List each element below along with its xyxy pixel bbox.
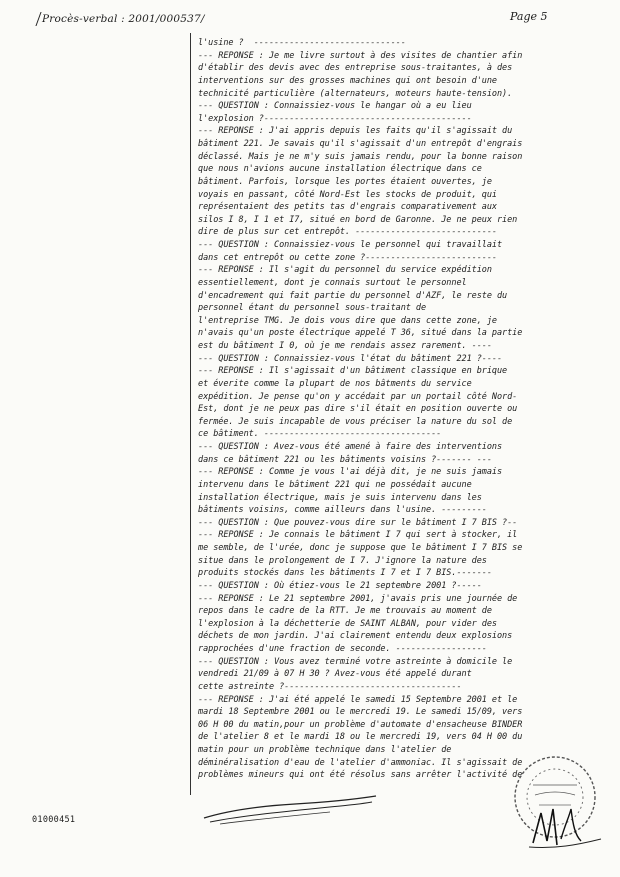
- header-title: Procès-verbal : 2001/000537/: [42, 13, 205, 25]
- text-line: intervenu dans le bâtiment 221 qui ne possédait aucune: [198, 479, 472, 490]
- text-line: bâtiments voisins, comme ailleurs dans l'usine. ---------: [198, 505, 487, 516]
- text-line: mardi 18 Septembre 2001 ou le mercredi 19. Le samedi 15/09, vers: [198, 707, 523, 718]
- text-line: --- REPONSE : Il s'agissait d'un bâtiment classique en brique: [198, 366, 508, 377]
- text-line: et éverite comme la plupart de nos bâtments du service: [198, 378, 472, 389]
- officer-signature: [525, 795, 605, 855]
- text-line: essentiellement, dont je connais surtout le personnel: [198, 277, 467, 288]
- text-line: que nous n'avions aucune installation électrique dans ce: [198, 164, 482, 175]
- text-line: --- REPONSE : J'ai appris depuis les faits qu'il s'agissait du: [198, 126, 513, 137]
- text-line: --- REPONSE : Je connais le bâtiment I 7 qui sert à stocker, il: [198, 530, 518, 541]
- text-line: n'avais qu'un poste électrique appelé T 36, situé dans la partie: [198, 328, 523, 339]
- text-line: l'explosion à la déchetterie de SAINT ALBAN, pour vider des: [198, 618, 497, 629]
- text-line: rapprochées d'une fraction de seconde. ------------------: [198, 644, 487, 654]
- text-line: problèmes mineurs qui ont été résolus sans arrêter l'activité de: [198, 770, 523, 781]
- text-line: Est, dont je ne peux pas dire s'il était en position ouverte ou: [198, 404, 518, 415]
- text-line: l'usine ? ------------------------------: [198, 38, 406, 48]
- text-line: situe dans le prolongement de I 7. J'ignore la nature des: [198, 555, 487, 566]
- text-line: d'encadrement qui fait partie du personnel d'AZF, le reste du: [198, 290, 508, 301]
- text-line: --- REPONSE : Comme je vous l'ai déjà dit, je ne suis jamais: [198, 467, 503, 478]
- text-line: est du bâtiment I 0, où je me rendais assez rarement. ----: [198, 341, 492, 351]
- text-line: --- QUESTION : Vous avez terminé votre astreinte à domicile le: [198, 656, 513, 667]
- text-line: bâtiment 221. Je savais qu'il s'agissait d'un entrepôt d'engrais: [198, 139, 523, 149]
- text-line: --- QUESTION : Que pouvez-vous dire sur le bâtiment I 7 BIS ?--: [198, 517, 518, 528]
- text-line: installation électrique, mais je suis intervenu dans les: [198, 492, 482, 503]
- margin-rule: [190, 33, 191, 795]
- text-line: 06 H 00 du matin,pour un problème d'automate d'ensacheuse BINDER: [198, 719, 523, 730]
- text-line: déchets de mon jardin. J'ai clairement entendu deux explosions: [198, 631, 513, 642]
- text-line: dire de plus sur cet entrepôt. ----------------------------: [198, 227, 497, 238]
- text-line: repos dans le cadre de la RTT. Je me trouvais au moment de: [198, 606, 492, 617]
- text-line: --- QUESTION : Connaissiez-vous l'état du bâtiment 221 ?----: [198, 353, 503, 364]
- text-line: ce bâtiment. -----------------------------------: [198, 429, 442, 440]
- text-line: cette astreinte ?-----------------------------------: [198, 681, 462, 692]
- signature-scribble: [200, 788, 380, 828]
- text-line: silos I 8, I 1 et I7, situé en bord de Garonne. Je ne peux rien: [198, 214, 518, 225]
- text-line: --- REPONSE : Il s'agit du personnel du service expédition: [198, 265, 492, 276]
- text-line: interventions sur des grosses machines qui ont besoin d'une: [198, 75, 497, 86]
- text-line: --- QUESTION : Où étiez-vous le 21 septembre 2001 ?-----: [198, 580, 482, 591]
- text-line: de l'atelier 8 et le mardi 18 ou le mercredi 19, vers 04 H 00 du: [198, 732, 523, 743]
- text-line: dans ce bâtiment 221 ou les bâtiments voisins ?------- ---: [198, 454, 492, 465]
- text-line: vendredi 21/09 à 07 H 30 ? Avez-vous été appelé durant: [198, 669, 472, 680]
- text-line: dans cet entrepôt ou cette zone ?--------------------------: [198, 252, 497, 263]
- text-line: fermée. Je suis incapable de vous préciser la nature du sol de: [198, 416, 513, 427]
- text-line: --- QUESTION : Connaissiez-vous le personnel qui travaillait: [198, 240, 503, 250]
- text-line: bâtiment. Parfois, lorsque les portes étaient ouvertes, je: [198, 176, 492, 187]
- text-line: déclassé. Mais je ne m'y suis jamais rendu, pour la bonne raison: [198, 151, 523, 162]
- text-line: personnel étant du personnel sous-traitant de: [198, 303, 427, 314]
- text-line: représentaient des petits tas d'engrais comparativement aux: [198, 202, 497, 213]
- text-line: --- REPONSE : J'ai été appelé le samedi 15 Septembre 2001 et le: [198, 694, 518, 705]
- text-line: voyais en passant, côté Nord-Est les stocks de produit, qui: [198, 189, 497, 200]
- text-line: expédition. Je pense qu'on y accédait par un portail côté Nord-: [198, 391, 518, 402]
- text-line: déminéralisation d'eau de l'atelier d'ammoniac. Il s'agissait de: [198, 757, 523, 768]
- text-line: technicité particulière (alternateurs, moteurs haute-tension).: [198, 88, 513, 99]
- text-line: me semble, de l'urée, donc je suppose que le bâtiment I 7 BIS se: [198, 543, 523, 553]
- text-line: l'explosion ?-----------------------------------------: [198, 113, 472, 124]
- text-line: d'établir des devis avec des entreprise sous-traitantes, à des: [198, 63, 513, 74]
- text-line: matin pour un problème technique dans l'atelier de: [198, 745, 452, 755]
- text-line: --- QUESTION : Connaissiez-vous le hangar où a eu lieu: [198, 101, 472, 112]
- document-id: 01000451: [32, 815, 76, 825]
- text-line: l'entreprise TMG. Je dois vous dire que dans cette zone, je: [198, 315, 497, 326]
- page-number: Page 5: [510, 10, 548, 23]
- text-line: --- REPONSE : Je me livre surtout à des visites de chantier afin: [198, 50, 523, 61]
- statement-text: [198, 37, 602, 782]
- text-line: --- QUESTION : Avez-vous été amené à faire des interventions: [198, 442, 503, 452]
- text-line: produits stockés dans les bâtiments I 7 et I 7 BIS.-------: [198, 568, 492, 579]
- text-line: --- REPONSE : Le 21 septembre 2001, j'avais pris une journée de: [198, 593, 518, 604]
